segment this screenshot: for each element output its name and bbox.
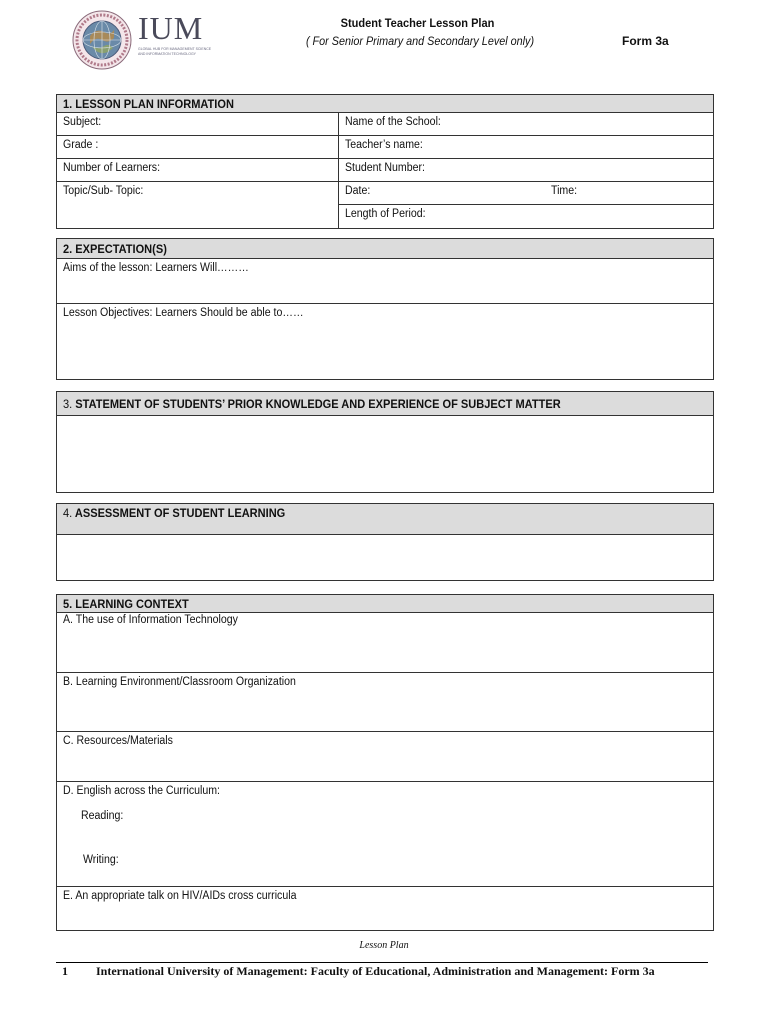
footer-divider <box>56 962 708 963</box>
section-heading: 3. STATEMENT OF STUDENTS’ PRIOR KNOWLEDGE AND EXPERIENCE OF SUBJECT MATTER <box>57 392 713 416</box>
footer-caption: Lesson Plan <box>359 940 409 951</box>
university-seal-icon <box>72 10 132 70</box>
form-number: Form 3a <box>622 34 669 48</box>
aims-label: Aims of the lesson: Learners Will……… <box>63 262 249 274</box>
resources-field[interactable] <box>57 732 713 782</box>
grade-label: Grade : <box>63 139 99 151</box>
section-expectations <box>56 238 714 380</box>
length-of-period-label: Length of Period: <box>345 208 426 220</box>
logo-subtext: GLOBAL HUB FOR MANAGEMENT SCIENCE AND INFORMATION TECHNOLOGY <box>138 47 212 56</box>
length-of-period-field[interactable] <box>339 205 713 228</box>
date-label: Date: <box>345 185 371 197</box>
assessment-field[interactable] <box>57 535 713 580</box>
number-of-learners-field[interactable] <box>57 159 339 182</box>
hiv-aids-talk-label: E. An appropriate talk on HIV/AIDs cross curricula <box>63 890 297 902</box>
school-name-field[interactable] <box>339 113 713 136</box>
english-across-curriculum-field[interactable] <box>57 782 713 887</box>
student-number-label: Student Number: <box>345 162 425 174</box>
student-number-field[interactable] <box>339 159 713 182</box>
section-heading: 1. LESSON PLAN INFORMATION <box>57 95 713 113</box>
objectives-label: Lesson Objectives: Learners Should be able to…… <box>63 307 304 319</box>
section-lesson-plan-information <box>56 94 714 229</box>
document-title: Student Teacher Lesson Plan <box>340 16 495 30</box>
learning-environment-label: B. Learning Environment/Classroom Organization <box>63 676 296 688</box>
section-learning-context <box>56 594 714 931</box>
section-heading: 4. ASSESSMENT OF STUDENT LEARNING <box>57 504 713 535</box>
topic-label: Topic/Sub- Topic: <box>63 185 144 197</box>
section-prior-knowledge <box>56 391 714 493</box>
information-technology-label: A. The use of Information Technology <box>63 614 238 626</box>
number-of-learners-label: Number of Learners: <box>63 162 161 174</box>
reading-label: Reading: <box>81 810 124 822</box>
subject-label: Subject: <box>63 116 102 128</box>
topic-field[interactable] <box>57 182 339 228</box>
section-assessment <box>56 503 714 581</box>
page-number: 1 <box>62 964 68 978</box>
section-heading: 5. LEARNING CONTEXT <box>57 595 713 613</box>
footer-text: International University of Management: Faculty of Educational, Administration and Management: Form 3a <box>96 964 655 978</box>
subject-field[interactable] <box>57 113 339 136</box>
section-heading: 2. EXPECTATION(S) <box>57 239 713 259</box>
teacher-name-label: Teacher’s name: <box>345 139 423 151</box>
logo-text: IUM <box>138 10 204 46</box>
time-label: Time: <box>551 185 578 197</box>
document-subtitle: ( For Senior Primary and Secondary Level only) <box>305 34 535 48</box>
date-time-field[interactable] <box>339 182 713 205</box>
prior-knowledge-field[interactable] <box>57 416 713 492</box>
writing-label: Writing: <box>83 854 119 866</box>
english-across-curriculum-label: D. English across the Curriculum: <box>63 785 221 797</box>
learning-environment-field[interactable] <box>57 673 713 732</box>
hiv-aids-talk-field[interactable] <box>57 887 713 930</box>
grade-field[interactable] <box>57 136 339 159</box>
aims-field[interactable] <box>57 259 713 304</box>
resources-label: C. Resources/Materials <box>63 735 173 747</box>
information-technology-field[interactable] <box>57 613 713 673</box>
school-name-label: Name of the School: <box>345 116 441 128</box>
teacher-name-field[interactable] <box>339 136 713 159</box>
objectives-field[interactable] <box>57 304 713 379</box>
